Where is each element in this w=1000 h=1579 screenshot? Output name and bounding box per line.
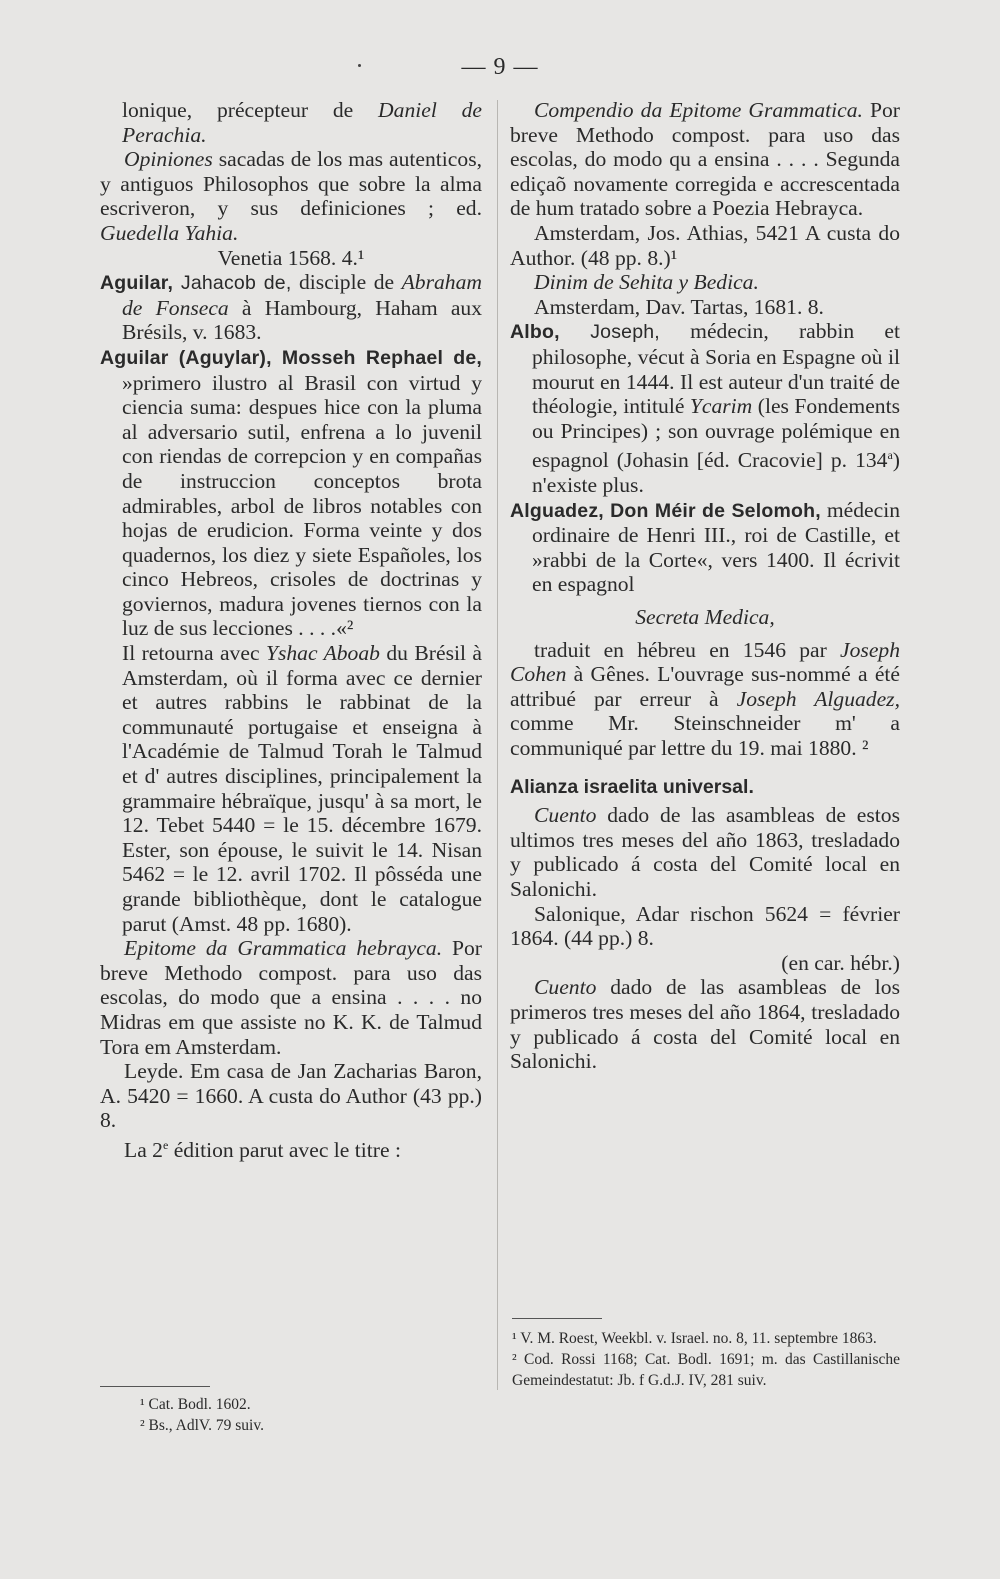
footnote: ² Cod. Rossi 1168; Cat. Bodl. 1691; m. das Castillanische Gemeindestatut: Jb. f G.d.J. IV, 281 suiv. — [512, 1351, 900, 1389]
script-note: (en car. hébr.) — [781, 950, 900, 975]
entry-opiniones: Opiniones sacadas de los mas autenticos, y antiguos Philosophos que sobre la alma escriveron, y sus definiciones ; ed. Guedella Yahia. — [100, 147, 482, 245]
biography-paragraph: Il retourna avec Yshac Aboab du Brésil à Amsterdam, où il forma avec ce dernier et autres rabbins le rabbinat de la communauté portugaise et enseigna à l'Académie de Talmud Torah le Talmud et d' autres disciplines, principalement la grammaire hébraïque, jusqu' à sa mort, le 12. Tebet 5440 = le 15. décembre 1679. Ester, son épouse, le suivit le 14. Nisan 5462 = le 12. avril 1702. Il pôsséda une grande bibliothèque, dont le catalogue parut (Amst. 48 pp. 1680). — [122, 641, 482, 936]
footnote: ¹ Cat. Bodl. 1602. — [140, 1396, 251, 1413]
footnote-rule — [512, 1318, 602, 1319]
entry-cuento-2: Cuento dado de las asambleas de los primeros tres meses del año 1864, tresladado y publicado á costa del Comité local en Salonichi. — [510, 975, 900, 1074]
imprint: Salonique, Adar rischon 5624 = février 1864. (44 pp.) 8. — [510, 901, 900, 951]
footnote: ² Bs., AdlV. 79 suiv. — [140, 1417, 264, 1434]
entry-dinim: Dinim de Sehita y Bedica. — [534, 270, 759, 295]
footnote-rule — [100, 1386, 210, 1387]
entry-cuento-1: Cuento dado de las asambleas de estos ultimos tres meses del año 1863, tresladado y publicado á costa del Comité local en Salonichi. — [510, 803, 900, 901]
imprint: Amsterdam, Jos. Athias, 5421 A custa do Author. (48 pp. 8.)¹ — [510, 220, 900, 270]
right-column — [510, 98, 900, 1074]
left-column — [100, 98, 482, 1163]
work-title: Secreta Medica, — [635, 605, 775, 630]
entry-compendio: Compendio da Epitome Grammatica. Por breve Methodo compost. para uso das escolas, do modo qu a ensina . . . . Segunda ediçaõ novamente corregida e accrescentada de hum tratado sobre a Poezia Hebrayca. — [510, 98, 900, 221]
left-footnotes — [140, 1394, 440, 1436]
imprint: Amsterdam, Dav. Tartas, 1681. 8. — [534, 294, 824, 319]
entry-epitome: Epitome da Grammatica hebrayca. Por breve Methodo compost. para uso das escolas, do modo que a ensina . . . . no Midras em que assiste no K. K. de Talmud Tora em Amsterdam. — [100, 936, 482, 1059]
imprint: Venetia 1568. 4.¹ — [217, 245, 365, 270]
edition-note: La 2e édition parut avec le titre : — [124, 1137, 401, 1163]
entry-aguilar-jahacob: Aguilar, Jahacob de, disciple de Abraham de Fonseca à Hambourg, Haham aux Brésils, v. 1683. — [100, 270, 482, 345]
print-speck — [358, 64, 361, 67]
entry-alguadez: Alguadez, Don Méir de Selomoh, médecin ordinaire de Henri III., roi de Castille, et »rabbi de la Corte«, vers 1400. Il écrivit en espagnol — [510, 497, 901, 597]
entry-albo: Albo, Joseph, médecin, rabbin et philosophe, vécut à Soria en Espagne où il mourut en 1444. Il est auteur d'un traité de théologie, intitulé Ycarim (les Fondements ou Principes) ; son ouvrage polémique en espagnol (Johasin [éd. Cracovie] p. 134$^a$) n'existe plus. — [510, 319, 900, 498]
entry-note: traduit en hébreu en 1546 par Joseph Cohen à Gênes. L'ouvrage sus-nommé a été attribué par erreur à Joseph Alguadez, comme Mr. Steinschneider m' a communiqué par lettre du 19. mai 1880. ² — [510, 637, 900, 761]
right-footnotes — [512, 1328, 900, 1391]
entry-aguilar-mosseh: Aguilar (Aguylar), Mosseh Rephael de, »primero ilustro al Brasil con virtud y ciencia suma: despues hice con la pluma al adversario sutil, enfrena a lo juvenil con riendas de correpcion y en compañas de instruccion conceptos brota admirables, arbol de libros notables con hojas de erudicion. Forma veinte y dos quadernos, los diez y siete Españoles, los cinco Hebreos, crisoles de doctrinas y goviernos, madura jovenes tiernos con la luz de sus lecciones . . . .«² — [100, 346, 482, 641]
imprint: Leyde. Em casa de Jan Zacharias Baron, A. 5420 = 1660. A custa do Author (43 pp.) 8. — [100, 1059, 482, 1133]
footnote: ¹ V. M. Roest, Weekbl. v. Israel. no. 8, 11. septembre 1863. — [512, 1330, 877, 1347]
entry-continuation: lonique, précepteur de Daniel de Perachia. — [122, 98, 482, 147]
section-heading: Alianza israelita universal. — [510, 775, 754, 798]
page-number: — 9 — — [461, 54, 539, 80]
column-divider — [497, 100, 498, 1390]
